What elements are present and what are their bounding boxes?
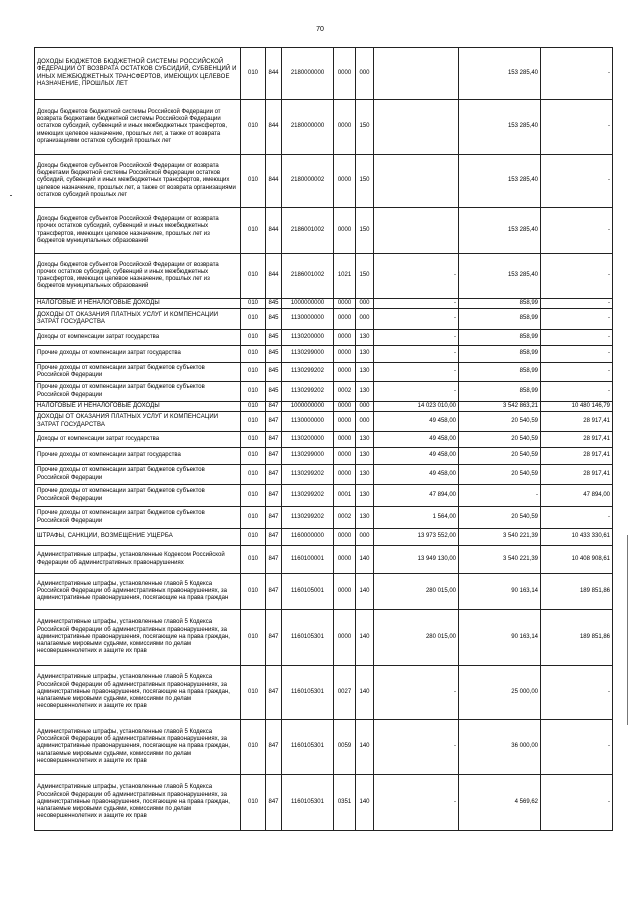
kbk-code: 1000000000 [282, 299, 334, 309]
admin-code: 010 [241, 666, 266, 720]
remaining-amount: 10 408 908,61 [541, 546, 613, 574]
chapter-code: 844 [266, 100, 282, 155]
row-name: Прочие доходы от компенсации затрат бюджетов субъектов Российской Федерации [35, 382, 241, 402]
admin-code: 010 [241, 48, 266, 100]
planned-amount: - [374, 309, 459, 330]
kosgu-code: 150 [356, 155, 374, 208]
remaining-amount: 28 917,41 [541, 412, 613, 432]
sub-code: 0027 [334, 666, 356, 720]
executed-amount: 90 163,14 [459, 610, 541, 666]
remaining-amount: - [541, 309, 613, 330]
executed-amount: 20 540,59 [459, 432, 541, 448]
executed-amount: 858,99 [459, 330, 541, 346]
sub-code: 0002 [334, 382, 356, 402]
admin-code: 010 [241, 382, 266, 402]
table-row [35, 465, 613, 485]
kbk-code: 2180000000 [282, 100, 334, 155]
kosgu-code: 000 [356, 412, 374, 432]
kosgu-code: 130 [356, 363, 374, 382]
table-row [35, 309, 613, 330]
planned-amount: 49 458,00 [374, 448, 459, 465]
admin-code: 010 [241, 485, 266, 507]
table-row [35, 432, 613, 448]
chapter-code: 845 [266, 309, 282, 330]
executed-amount: 858,99 [459, 382, 541, 402]
row-name: Административные штрафы, установленные главой 5 Кодекса Российской Федерации об административных правонарушениях, за административные правонарушения, посягающие на права граждан, налагаемые мировыми судьями, комиссиями по делам несовершеннолетних и защите их прав [35, 720, 241, 775]
kbk-code: 2180000000 [282, 48, 334, 100]
executed-amount: - [459, 485, 541, 507]
kosgu-code: 000 [356, 48, 374, 100]
row-name: Прочие доходы от компенсации затрат государства [35, 346, 241, 363]
table-row [35, 363, 613, 382]
executed-amount: 3 540 221,39 [459, 546, 541, 574]
admin-code: 010 [241, 346, 266, 363]
kosgu-code: 000 [356, 309, 374, 330]
executed-amount: 20 540,59 [459, 448, 541, 465]
row-name: Прочие доходы от компенсации затрат бюджетов субъектов Российской Федерации [35, 363, 241, 382]
kosgu-code: 130 [356, 465, 374, 485]
remaining-amount: 47 894,00 [541, 485, 613, 507]
remaining-amount: - [541, 775, 613, 831]
executed-amount: 153 285,40 [459, 100, 541, 155]
sub-code: 0000 [334, 100, 356, 155]
table-row [35, 610, 613, 666]
executed-amount: 153 285,40 [459, 48, 541, 100]
admin-code: 010 [241, 254, 266, 299]
sub-code: 0059 [334, 720, 356, 775]
row-name: ДОХОДЫ БЮДЖЕТОВ БЮДЖЕТНОЙ СИСТЕМЫ РОССИЙСКОЙ ФЕДЕРАЦИИ ОТ ВОЗВРАТА ОСТАТКОВ СУБСИДИЙ, СУБВЕНЦИЙ И ИНЫХ МЕЖБЮДЖЕТНЫХ ТРАНСФЕРТОВ, ИМЕЮЩИХ ЦЕЛЕВОЕ НАЗНАЧЕНИЕ, ПРОШЛЫХ ЛЕТ [35, 48, 241, 100]
planned-amount: 13 949 130,00 [374, 546, 459, 574]
planned-amount: 13 973 552,00 [374, 529, 459, 546]
kbk-code: 1160000000 [282, 529, 334, 546]
remaining-amount: - [541, 100, 613, 155]
sub-code: 0000 [334, 299, 356, 309]
admin-code: 010 [241, 412, 266, 432]
planned-amount: - [374, 299, 459, 309]
remaining-amount: - [541, 666, 613, 720]
remaining-amount: - [541, 299, 613, 309]
row-name: НАЛОГОВЫЕ И НЕНАЛОГОВЫЕ ДОХОДЫ [35, 299, 241, 309]
kosgu-code: 130 [356, 448, 374, 465]
sub-code: 0000 [334, 330, 356, 346]
remaining-amount: 10 480 146,79 [541, 402, 613, 412]
kosgu-code: 150 [356, 254, 374, 299]
kbk-code: 1160100001 [282, 546, 334, 574]
kosgu-code: 130 [356, 485, 374, 507]
table-row [35, 507, 613, 529]
remaining-amount: - [541, 155, 613, 208]
admin-code: 010 [241, 448, 266, 465]
admin-code: 010 [241, 546, 266, 574]
table-row [35, 412, 613, 432]
admin-code: 010 [241, 208, 266, 254]
table-row [35, 254, 613, 299]
executed-amount: 4 569,62 [459, 775, 541, 831]
table-row [35, 529, 613, 546]
row-name: ДОХОДЫ ОТ ОКАЗАНИЯ ПЛАТНЫХ УСЛУГ И КОМПЕНСАЦИИ ЗАТРАТ ГОСУДАРСТВА [35, 309, 241, 330]
kbk-code: 1160105301 [282, 720, 334, 775]
executed-amount: 20 540,59 [459, 465, 541, 485]
planned-amount: - [374, 254, 459, 299]
table-row [35, 299, 613, 309]
row-name: Прочие доходы от компенсации затрат бюджетов субъектов Российской Федерации [35, 465, 241, 485]
chapter-code: 847 [266, 485, 282, 507]
row-name: Административные штрафы, установленные главой 5 Кодекса Российской Федерации об административных правонарушениях, за административные правонарушения, посягающие на права граждан, налагаемые мировыми судьями, комиссиями по делам несовершеннолетних и защите их прав [35, 775, 241, 831]
executed-amount: 153 285,40 [459, 155, 541, 208]
kbk-code: 1130299202 [282, 485, 334, 507]
chapter-code: 845 [266, 346, 282, 363]
kbk-code: 1160105001 [282, 574, 334, 610]
sub-code: 0000 [334, 448, 356, 465]
planned-amount [374, 208, 459, 254]
sub-code: 0000 [334, 402, 356, 412]
kbk-code: 2186001002 [282, 208, 334, 254]
planned-amount: - [374, 382, 459, 402]
kosgu-code: 150 [356, 100, 374, 155]
admin-code: 010 [241, 720, 266, 775]
kosgu-code: 130 [356, 330, 374, 346]
chapter-code: 844 [266, 208, 282, 254]
row-name: Прочие доходы от компенсации затрат государства [35, 448, 241, 465]
kbk-code: 1160105301 [282, 775, 334, 831]
sub-code: 0000 [334, 574, 356, 610]
planned-amount: 49 458,00 [374, 412, 459, 432]
kbk-code: 1130299000 [282, 448, 334, 465]
table-row [35, 346, 613, 363]
admin-code: 010 [241, 100, 266, 155]
remaining-amount: 189 851,86 [541, 574, 613, 610]
kosgu-code: 000 [356, 299, 374, 309]
planned-amount: - [374, 666, 459, 720]
budget-table [34, 47, 613, 831]
kbk-code: 1130000000 [282, 412, 334, 432]
row-name: Прочие доходы от компенсации затрат бюджетов субъектов Российской Федерации [35, 485, 241, 507]
kosgu-code: 140 [356, 720, 374, 775]
planned-amount: - [374, 346, 459, 363]
sub-code: 1021 [334, 254, 356, 299]
admin-code: 010 [241, 402, 266, 412]
remaining-amount: 28 917,41 [541, 465, 613, 485]
table-row [35, 720, 613, 775]
executed-amount: 20 540,59 [459, 412, 541, 432]
planned-amount: - [374, 363, 459, 382]
remaining-amount: - [541, 254, 613, 299]
kosgu-code: 130 [356, 507, 374, 529]
remaining-amount: - [541, 363, 613, 382]
executed-amount: 153 285,40 [459, 208, 541, 254]
admin-code: 010 [241, 299, 266, 309]
admin-code: 010 [241, 529, 266, 546]
kosgu-code: 130 [356, 432, 374, 448]
kosgu-code: 150 [356, 208, 374, 254]
chapter-code: 847 [266, 574, 282, 610]
row-name: Административные штрафы, установленные главой 5 Кодекса Российской Федерации об административных правонарушениях, за административные правонарушения, посягающие на права граждан, налагаемые мировыми судьями, комиссиями по делам несовершеннолетних и защите их прав [35, 610, 241, 666]
table-row [35, 208, 613, 254]
chapter-code: 847 [266, 720, 282, 775]
kosgu-code: 000 [356, 529, 374, 546]
planned-amount: 1 564,00 [374, 507, 459, 529]
chapter-code: 847 [266, 666, 282, 720]
kbk-code: 1130299202 [282, 382, 334, 402]
chapter-code: 847 [266, 412, 282, 432]
admin-code: 010 [241, 363, 266, 382]
chapter-code: 847 [266, 448, 282, 465]
row-name: Доходы бюджетов субъектов Российской Федерации от возврата прочих остатков субсидий, субвенций и иных межбюджетных трансфертов, имеющих целевое назначение, прошлых лет из бюджетов муниципальных образований [35, 208, 241, 254]
table-row [35, 382, 613, 402]
kbk-code: 1130000000 [282, 309, 334, 330]
executed-amount: 858,99 [459, 309, 541, 330]
planned-amount [374, 48, 459, 100]
table-row [35, 155, 613, 208]
remaining-amount: - [541, 720, 613, 775]
row-name: Административные штрафы, установленные главой 5 Кодекса Российской Федерации об административных правонарушениях, за административные правонарушения, посягающие на права граждан [35, 574, 241, 610]
sub-code: 0000 [334, 465, 356, 485]
admin-code: 010 [241, 309, 266, 330]
kbk-code: 1130200000 [282, 432, 334, 448]
chapter-code: 844 [266, 155, 282, 208]
sub-code: 0000 [334, 208, 356, 254]
row-name: Доходы бюджетов субъектов Российской Федерации от возврата бюджетами бюджетной системы Российской Федерации остатков субсидий, субвенций и иных межбюджетных трансфертов, имеющих целевое назначение, прошлых лет, а также от возврата организациями остатков субсидий прошлых лет [35, 155, 241, 208]
chapter-code: 845 [266, 299, 282, 309]
table-row [35, 485, 613, 507]
sub-code: 0002 [334, 507, 356, 529]
sub-code: 0000 [334, 432, 356, 448]
kosgu-code: 140 [356, 574, 374, 610]
chapter-code: 847 [266, 610, 282, 666]
kbk-code: 1160105301 [282, 666, 334, 720]
planned-amount: 280 015,00 [374, 610, 459, 666]
sub-code: 0000 [334, 346, 356, 363]
planned-amount: - [374, 720, 459, 775]
kbk-code: 1130299202 [282, 465, 334, 485]
kosgu-code: 140 [356, 775, 374, 831]
planned-amount: - [374, 330, 459, 346]
sub-code: 0000 [334, 309, 356, 330]
admin-code: 010 [241, 465, 266, 485]
kbk-code: 1130299202 [282, 507, 334, 529]
planned-amount: - [374, 775, 459, 831]
remaining-amount: - [541, 208, 613, 254]
executed-amount: 3 540 221,39 [459, 529, 541, 546]
kbk-code: 1130299000 [282, 346, 334, 363]
row-name: ДОХОДЫ ОТ ОКАЗАНИЯ ПЛАТНЫХ УСЛУГ И КОМПЕНСАЦИИ ЗАТРАТ ГОСУДАРСТВА [35, 412, 241, 432]
admin-code: 010 [241, 610, 266, 666]
executed-amount: 153 285,40 [459, 254, 541, 299]
planned-amount [374, 155, 459, 208]
kbk-code: 2180000002 [282, 155, 334, 208]
table-row [35, 448, 613, 465]
table-row [35, 574, 613, 610]
kosgu-code: 140 [356, 666, 374, 720]
chapter-code: 847 [266, 432, 282, 448]
executed-amount: 858,99 [459, 363, 541, 382]
sub-code: 0000 [334, 529, 356, 546]
remaining-amount: - [541, 48, 613, 100]
planned-amount: 47 894,00 [374, 485, 459, 507]
kosgu-code: 130 [356, 382, 374, 402]
kbk-code: 1130299202 [282, 363, 334, 382]
chapter-code: 847 [266, 546, 282, 574]
planned-amount: 14 023 010,00 [374, 402, 459, 412]
row-name: Доходы от компенсации затрат государства [35, 432, 241, 448]
remaining-amount: - [541, 330, 613, 346]
table-row [35, 775, 613, 831]
row-name: НАЛОГОВЫЕ И НЕНАЛОГОВЫЕ ДОХОДЫ [35, 402, 241, 412]
table-row [35, 330, 613, 346]
planned-amount: 49 458,00 [374, 432, 459, 448]
remaining-amount: 28 917,41 [541, 448, 613, 465]
chapter-code: 845 [266, 382, 282, 402]
sub-code: 0000 [334, 155, 356, 208]
admin-code: 010 [241, 432, 266, 448]
chapter-code: 847 [266, 465, 282, 485]
chapter-code: 844 [266, 254, 282, 299]
chapter-code: 847 [266, 775, 282, 831]
page-number: 70 [316, 26, 324, 33]
kbk-code: 1000000000 [282, 402, 334, 412]
row-name: Доходы бюджетов бюджетной системы Российской Федерации от возврата бюджетами бюджетной системы Российской Федерации остатков субсидий, субвенций и иных межбюджетных трансфертов, имеющих целевое назначение, прошлых лет, а также от возврата организациями остатков субсидий прошлых лет [35, 100, 241, 155]
scan-mark [10, 195, 12, 196]
sub-code: 0000 [334, 546, 356, 574]
admin-code: 010 [241, 155, 266, 208]
kbk-code: 1160105301 [282, 610, 334, 666]
sub-code: 0001 [334, 485, 356, 507]
executed-amount: 20 540,59 [459, 507, 541, 529]
kbk-code: 2186001002 [282, 254, 334, 299]
kbk-code: 1130200000 [282, 330, 334, 346]
admin-code: 010 [241, 775, 266, 831]
planned-amount: 49 458,00 [374, 465, 459, 485]
kosgu-code: 140 [356, 610, 374, 666]
sub-code: 0000 [334, 48, 356, 100]
executed-amount: 858,99 [459, 299, 541, 309]
planned-amount [374, 100, 459, 155]
row-name: Доходы бюджетов субъектов Российской Федерации от возврата прочих остатков субсидий, субвенций и иных межбюджетных трансфертов, имеющих целевое назначение, прошлых лет из бюджетов муниципальных образований [35, 254, 241, 299]
table-row [35, 100, 613, 155]
scan-mark [627, 535, 628, 725]
chapter-code: 847 [266, 529, 282, 546]
row-name: Прочие доходы от компенсации затрат бюджетов субъектов Российской Федерации [35, 507, 241, 529]
sub-code: 0351 [334, 775, 356, 831]
admin-code: 010 [241, 330, 266, 346]
remaining-amount: - [541, 346, 613, 363]
table-row [35, 402, 613, 412]
executed-amount: 90 163,14 [459, 574, 541, 610]
sub-code: 0000 [334, 412, 356, 432]
admin-code: 010 [241, 507, 266, 529]
chapter-code: 847 [266, 402, 282, 412]
row-name: Доходы от компенсации затрат государства [35, 330, 241, 346]
row-name: ШТРАФЫ, САНКЦИИ, ВОЗМЕЩЕНИЕ УЩЕРБА [35, 529, 241, 546]
sub-code: 0000 [334, 363, 356, 382]
executed-amount: 858,99 [459, 346, 541, 363]
table-row [35, 666, 613, 720]
executed-amount: 25 000,00 [459, 666, 541, 720]
kosgu-code: 000 [356, 402, 374, 412]
sub-code: 0000 [334, 610, 356, 666]
remaining-amount: - [541, 507, 613, 529]
remaining-amount: - [541, 382, 613, 402]
row-name: Административные штрафы, установленные главой 5 Кодекса Российской Федерации об административных правонарушениях, за административные правонарушения, посягающие на права граждан, налагаемые мировыми судьями, комиссиями по делам несовершеннолетних и защите их прав [35, 666, 241, 720]
chapter-code: 845 [266, 363, 282, 382]
remaining-amount: 189 851,86 [541, 610, 613, 666]
executed-amount: 36 000,00 [459, 720, 541, 775]
admin-code: 010 [241, 574, 266, 610]
kosgu-code: 140 [356, 546, 374, 574]
table-row [35, 48, 613, 100]
kosgu-code: 130 [356, 346, 374, 363]
table-row [35, 546, 613, 574]
remaining-amount: 10 433 330,61 [541, 529, 613, 546]
executed-amount: 3 542 863,21 [459, 402, 541, 412]
chapter-code: 847 [266, 507, 282, 529]
row-name: Административные штрафы, установленные Кодексом Российской Федерации об административных правонарушениях [35, 546, 241, 574]
planned-amount: 280 015,00 [374, 574, 459, 610]
chapter-code: 845 [266, 330, 282, 346]
remaining-amount: 28 917,41 [541, 432, 613, 448]
chapter-code: 844 [266, 48, 282, 100]
